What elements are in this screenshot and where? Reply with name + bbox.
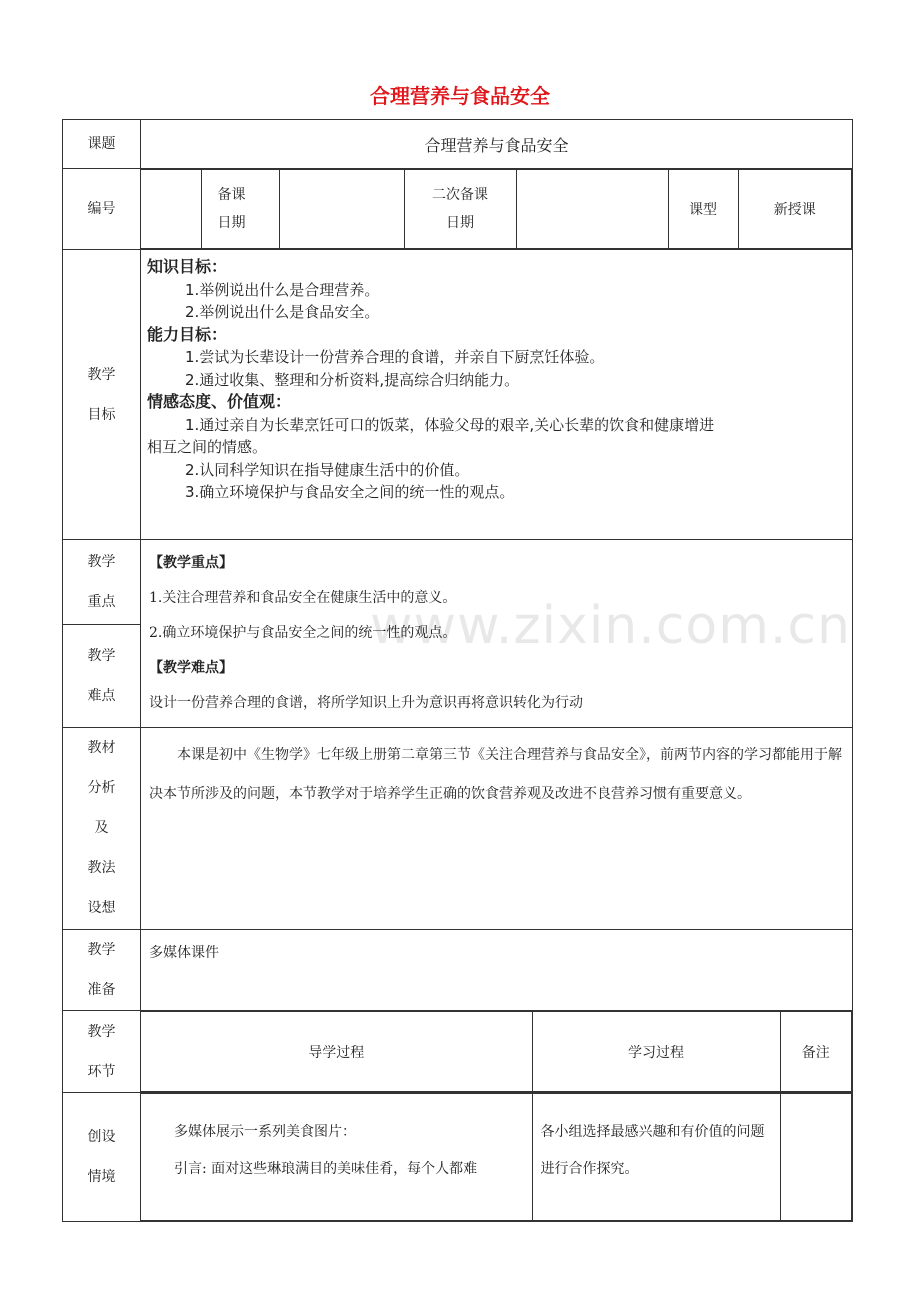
meta-row (63, 169, 853, 250)
emotion-item: 3.确立环境保护与食品安全之间的统一性的观点。 (185, 483, 515, 501)
analysis-text: 本课是初中《生物学》七年级上册第二章第三节《关注合理营养与食品安全》，前两节内容的学习都能用于解决本节所涉及的问题，本节教学对于培养学生正确的饮食营养观及改进不良营养习惯有重要意义。 (141, 728, 853, 930)
scene-label-1: 创设 (87, 1129, 116, 1145)
prep-date-label-1: 备课 (217, 187, 246, 203)
emotion-item: 1.通过亲自为长辈烹饪可口的饭菜，体验父母的艰辛,关心长辈的饮食和健康增进 (185, 415, 715, 434)
key-point-item: 1.关注合理营养和食品安全在健康生活中的意义。 (149, 590, 457, 606)
preparation-row (63, 930, 853, 1011)
preparation-text: 多媒体课件 (141, 930, 853, 1011)
objectives-content (141, 250, 853, 540)
difficulty-title: 【教学难点】 (149, 660, 233, 676)
key-label-2: 重点 (87, 593, 116, 610)
second-prep-value (516, 170, 668, 249)
number-label: 编号 (63, 169, 141, 250)
guide-process-label: 导学过程 (141, 1012, 532, 1092)
analysis-label: 及 (94, 820, 109, 836)
scene-label-2: 情境 (87, 1169, 116, 1185)
key-points-title: 【教学重点】 (149, 555, 233, 571)
emotion-item-continued: 相互之间的情感。 (147, 438, 268, 456)
analysis-row (63, 728, 853, 930)
note-cell (780, 1094, 852, 1221)
learn-text: 各小组选择最感兴趣和有价值的问题进行合作探究。 (532, 1094, 780, 1221)
learn-process-label: 学习过程 (532, 1012, 780, 1092)
watermark: www.zixin.com.cn (370, 596, 851, 656)
process-header-row (63, 1011, 853, 1093)
knowledge-item: 2.举例说出什么是食品安全。 (185, 303, 380, 321)
analysis-label: 设想 (87, 900, 116, 916)
key-label-1: 教学 (87, 553, 116, 570)
type-label: 课型 (668, 170, 738, 249)
lesson-plan-table (62, 119, 853, 1222)
difficulty-text: 设计一份营养合理的食谱，将所学知识上升为意识再将意识转化为行动 (149, 695, 583, 711)
key-points-row (63, 540, 853, 625)
type-value: 新授课 (738, 170, 852, 249)
process-label-1: 教学 (87, 1023, 116, 1040)
preparation-label-2: 准备 (87, 982, 116, 998)
knowledge-title: 知识目标： (147, 257, 228, 276)
objectives-label-2: 目标 (87, 406, 116, 423)
second-prep-label-1: 二次备课 (432, 187, 488, 203)
analysis-label: 教法 (87, 860, 116, 876)
scene-row (63, 1093, 853, 1222)
prep-date-value (279, 170, 404, 249)
difficulty-label-2: 难点 (87, 687, 116, 704)
emotion-item: 2.认同科学知识在指导健康生活中的价值。 (185, 460, 470, 479)
subject-row (63, 120, 853, 169)
subject-value: 合理营养与食品安全 (141, 120, 853, 169)
key-point-item: 2.确立环境保护与食品安全之间的统一性的观点。 (149, 625, 457, 641)
document-title: 合理营养与食品安全 (370, 84, 550, 108)
knowledge-item: 1.举例说出什么是合理营养。 (185, 280, 380, 299)
ability-item: 2.通过收集、整理和分析资料,提高综合归纳能力。 (185, 370, 520, 389)
objectives-row (63, 250, 853, 540)
guide-line: 引言: 面对这些琳琅满目的美味佳肴，每个人都难 (174, 1161, 478, 1177)
guide-line: 多媒体展示一系列美食图片： (174, 1124, 356, 1140)
analysis-label: 教材 (87, 740, 116, 756)
objectives-label-1: 教学 (87, 366, 116, 383)
preparation-label-1: 教学 (87, 942, 116, 958)
analysis-label: 分析 (87, 780, 116, 796)
number-value (141, 170, 201, 249)
emotion-title: 情感态度、价值观： (147, 392, 292, 411)
key-points-content (141, 540, 853, 728)
ability-item: 1.尝试为长辈设计一份营养合理的食谱，并亲自下厨烹饪体验。 (185, 348, 605, 366)
difficulty-label-1: 教学 (87, 647, 116, 664)
subject-label: 课题 (63, 120, 141, 169)
ability-title: 能力目标： (147, 324, 228, 344)
second-prep-label-2: 日期 (446, 215, 474, 231)
process-label-2: 环节 (87, 1063, 116, 1080)
prep-date-label-2: 日期 (217, 215, 246, 231)
note-label: 备注 (780, 1012, 852, 1092)
